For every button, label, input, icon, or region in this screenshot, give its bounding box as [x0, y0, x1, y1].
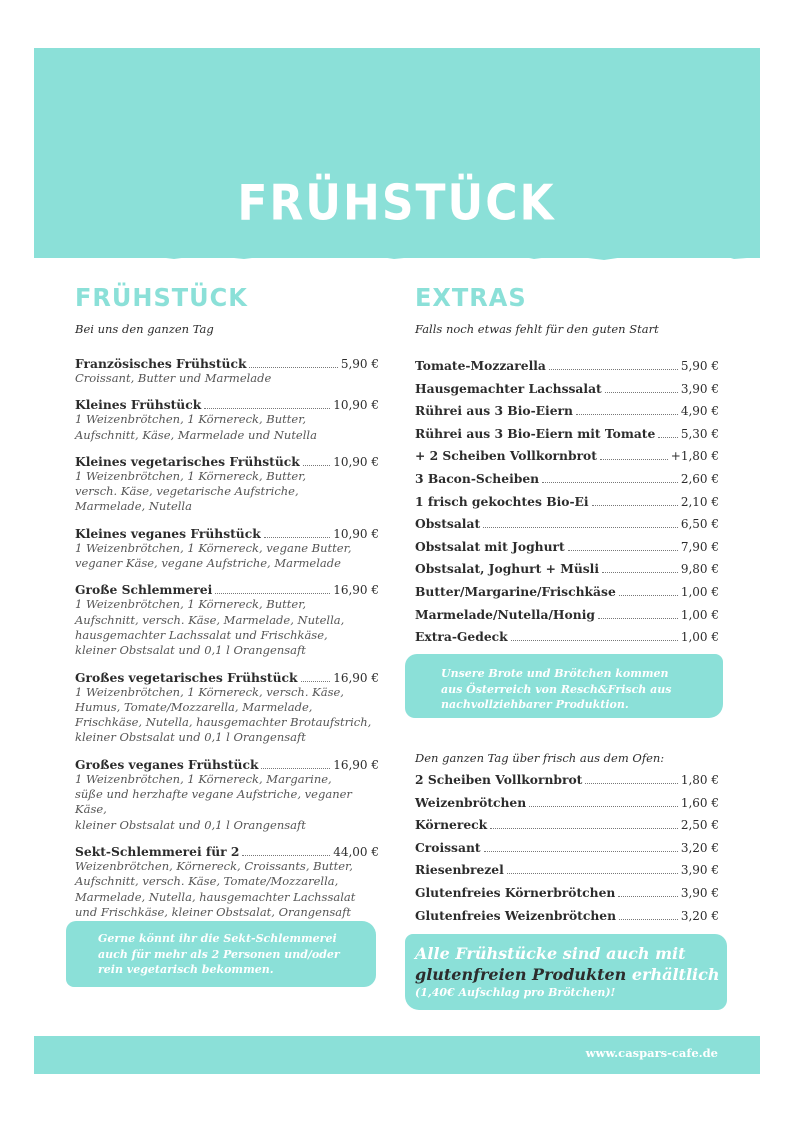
menu-item-line	[415, 358, 719, 381]
menu-item-line	[415, 817, 719, 840]
menu-item	[415, 381, 719, 404]
menu-item-line	[415, 381, 719, 404]
menu-item-price: 5,90 €	[340, 357, 379, 371]
menu-item	[415, 403, 719, 426]
menu-item-name: Obstsalat, Joghurt + Müsli	[415, 561, 600, 577]
extras-column	[415, 282, 719, 652]
menu-item-name: Sekt-Schlemmerei für 2	[75, 843, 240, 859]
breakfast-heading: FRÜHSTÜCK	[75, 283, 248, 313]
menu-item-line	[415, 561, 719, 584]
menu-item-line	[415, 908, 719, 931]
menu-item	[415, 358, 719, 381]
menu-item-price: 16,90 €	[333, 583, 379, 598]
menu-item-name: Weizenbrötchen	[415, 794, 527, 810]
menu-item-price: 3,90 €	[680, 885, 719, 900]
menu-item	[75, 454, 379, 515]
menu-item-name: Kleines Frühstück	[75, 397, 202, 413]
menu-item-name: Große Schlemmerei	[75, 582, 213, 598]
menu-item-price: 10,90 €	[333, 526, 379, 541]
leader-dots	[204, 398, 330, 409]
menu-item-line	[75, 526, 379, 541]
bread-note-text: Unsere Brote und Brötchen kommen aus Österreich von Resch&Frisch aus nachvollziehbarer Produktion.	[441, 667, 672, 711]
menu-item	[415, 516, 719, 539]
menu-item-name: Riesenbrezel	[415, 862, 504, 878]
menu-item-name: 1 frisch gekochtes Bio-Ei	[415, 493, 589, 509]
header-torn-edge	[34, 243, 760, 267]
menu-item-price: 1,00 €	[680, 584, 719, 599]
menu-item-line	[415, 607, 719, 630]
menu-item-name: Glutenfreies Weizenbrötchen	[415, 907, 617, 923]
menu-item-line	[415, 840, 719, 863]
menu-item-name: Rührei aus 3 Bio-Eiern	[415, 403, 573, 419]
menu-item-price: 1,60 €	[680, 795, 719, 810]
menu-item-price: 3,20 €	[680, 840, 719, 855]
menu-item	[75, 526, 379, 572]
website-link[interactable]: www.caspars-cafe.de	[585, 1046, 718, 1060]
menu-item-description: Weizenbrötchen, Körnereck, Croissants, Butter, Aufschnitt, versch. Käse, Tomate/Mozzarella, Marmelade, Nutella, hausgemachter Lachssalat und Frischkäse, kleiner Obstsalat, Orangensaft	[75, 858, 356, 919]
leader-dots	[618, 886, 677, 897]
leader-dots	[602, 562, 678, 573]
menu-item-name: Französisches Frühstück	[75, 356, 247, 371]
menu-item-description: 1 Weizenbrötchen, 1 Körnereck, Butter, versch. Käse, vegetarische Aufstriche, Marmelade, Nutella	[75, 468, 307, 514]
menu-item-line	[415, 448, 719, 471]
menu-item-name: + 2 Scheiben Vollkornbrot	[415, 448, 597, 464]
menu-item-price: 5,30 €	[680, 426, 719, 441]
menu-item	[415, 862, 719, 885]
menu-item-line	[415, 403, 719, 426]
menu-item-name: Marmelade/Nutella/Honig	[415, 606, 595, 622]
menu-item	[75, 582, 379, 658]
menu-item-name: Kleines vegetarisches Frühstück	[75, 453, 300, 469]
menu-item-line	[415, 629, 719, 652]
menu-item-price: 2,60 €	[680, 471, 719, 486]
oven-section	[415, 751, 719, 930]
bread-note	[405, 654, 723, 718]
menu-item-description: 1 Weizenbrötchen, 1 Körnereck, versch. Käse, Humus, Tomate/Mozzarella, Marmelade, Frischkäse, Nutella, hausgemachter Brotaufstrich, kleiner Obstsalat und 0,1 l Orangensaft	[75, 684, 372, 745]
breakfast-column	[75, 282, 379, 935]
gluten-line2	[415, 964, 727, 986]
menu-item	[415, 494, 719, 517]
leader-dots	[484, 840, 678, 851]
menu-item-line	[75, 844, 379, 859]
menu-item-line	[75, 582, 379, 597]
menu-item-price: 1,00 €	[680, 607, 719, 622]
leader-dots	[483, 517, 678, 528]
menu-item	[415, 629, 719, 652]
menu-item	[415, 817, 719, 840]
menu-item	[415, 840, 719, 863]
menu-item-price: 16,90 €	[333, 757, 379, 772]
leader-dots	[511, 630, 678, 641]
sekt-note-text: Gerne könnt ihr die Sekt-Schlemmerei auch für mehr als 2 Personen und/oder rein vegetarisch bekommen.	[98, 932, 340, 976]
menu-item-price: 4,90 €	[680, 404, 719, 419]
menu-item-name: Obstsalat	[415, 516, 481, 532]
breakfast-subtitle: Bei uns den ganzen Tag	[75, 322, 214, 336]
menu-item-price: 2,10 €	[680, 494, 719, 509]
menu-item-line	[415, 862, 719, 885]
extras-subtitle: Falls noch etwas fehlt für den guten Start	[415, 322, 659, 336]
menu-item-name: Croissant	[415, 839, 481, 855]
menu-item-line	[75, 670, 379, 685]
menu-item-line	[415, 494, 719, 517]
leader-dots	[619, 908, 678, 919]
menu-item-price: 2,50 €	[680, 818, 719, 833]
menu-item-price: 10,90 €	[333, 398, 379, 413]
menu-item-name: Kleines veganes Frühstück	[75, 525, 261, 541]
menu-item	[415, 448, 719, 471]
leader-dots	[619, 584, 678, 595]
leader-dots	[242, 844, 330, 855]
menu-item-price: 3,20 €	[680, 908, 719, 923]
gluten-line3: (1,40€ Aufschlag pro Brötchen)!	[415, 986, 616, 999]
menu-item-description: 1 Weizenbrötchen, 1 Körnereck, Butter, Aufschnitt, Käse, Marmelade und Nutella	[75, 412, 317, 442]
menu-item-name: Extra-Gedeck	[415, 629, 508, 645]
leader-dots	[592, 494, 678, 505]
menu-item-price: 1,00 €	[680, 630, 719, 645]
leader-dots	[215, 583, 330, 594]
menu-item	[75, 670, 379, 746]
sekt-note	[66, 921, 376, 987]
menu-item-line	[415, 885, 719, 908]
menu-item	[75, 356, 379, 386]
menu-item-line	[75, 397, 379, 412]
gluten-line1: Alle Frühstücke sind auch mit	[415, 944, 686, 963]
leader-dots	[585, 773, 677, 784]
leader-dots	[264, 526, 330, 537]
menu-item-price: 5,90 €	[680, 359, 719, 373]
menu-item-price: 3,90 €	[680, 381, 719, 396]
menu-item-price: 44,00 €	[333, 844, 379, 859]
menu-item-price: +1,80 €	[670, 449, 719, 464]
leader-dots	[249, 357, 337, 368]
menu-item-name: Glutenfreies Körnerbrötchen	[415, 884, 616, 900]
menu-item-name: Rührei aus 3 Bio-Eiern mit Tomate	[415, 425, 656, 441]
leader-dots	[529, 795, 678, 806]
extras-heading: EXTRAS	[415, 283, 527, 313]
menu-item-price: 3,90 €	[680, 863, 719, 878]
menu-item-name: Hausgemachter Lachssalat	[415, 380, 602, 396]
gluten-note	[405, 934, 727, 1010]
leader-dots	[600, 449, 668, 460]
menu-item-name: Großes veganes Frühstück	[75, 756, 259, 772]
menu-item-price: 7,90 €	[680, 539, 719, 554]
oven-list	[415, 772, 719, 930]
menu-item	[415, 584, 719, 607]
footer-bar	[34, 1036, 760, 1074]
menu-item-name: Körnereck	[415, 817, 488, 833]
menu-item-line	[415, 539, 719, 562]
menu-item	[415, 426, 719, 449]
leader-dots	[490, 818, 678, 829]
menu-item-line	[415, 471, 719, 494]
oven-label: Den ganzen Tag über frisch aus dem Ofen:	[415, 751, 665, 765]
menu-item-name: Großes vegetarisches Frühstück	[75, 669, 298, 685]
menu-item-description: 1 Weizenbrötchen, 1 Körnereck, Margarine, süße und herzhafte vegane Aufstriche, veganer Käse, kleiner Obstsalat und 0,1 l Orangensaft	[75, 771, 352, 832]
menu-item	[415, 772, 719, 795]
extras-list	[415, 358, 719, 652]
menu-item-name: Butter/Margarine/Frischkäse	[415, 583, 616, 599]
menu-item-line	[415, 584, 719, 607]
menu-item	[415, 539, 719, 562]
menu-item-line	[415, 795, 719, 818]
menu-item-line	[415, 772, 719, 795]
menu-item	[415, 607, 719, 630]
menu-item	[415, 795, 719, 818]
menu-item-description: Croissant, Butter und Marmelade	[75, 371, 272, 385]
leader-dots	[542, 472, 678, 483]
gluten-line2-dark: glutenfreien Produkten	[415, 965, 627, 984]
menu-item-description: 1 Weizenbrötchen, 1 Körnereck, Butter, Aufschnitt, versch. Käse, Marmelade, Nutella, hausgemachter Lachssalat und Frischkäse, kleiner Obstsalat und 0,1 l Orangensaft	[75, 597, 345, 658]
menu-item-name: Obstsalat mit Joghurt	[415, 538, 565, 554]
gluten-line2-light: erhältlich	[626, 965, 720, 984]
page-title: FRÜHSTÜCK	[237, 174, 556, 233]
leader-dots	[598, 607, 678, 618]
menu-item-price: 6,50 €	[680, 517, 719, 532]
leader-dots	[658, 426, 678, 437]
menu-item-line	[75, 757, 379, 772]
leader-dots	[576, 404, 678, 415]
menu-item	[75, 397, 379, 443]
menu-item-line	[415, 516, 719, 539]
menu-item-line	[415, 426, 719, 449]
menu-item-description: 1 Weizenbrötchen, 1 Körnereck, vegane Butter, veganer Käse, vegane Aufstriche, Marmelade	[75, 540, 352, 571]
menu-item-name: Tomate-Mozzarella	[415, 358, 546, 373]
leader-dots	[303, 454, 330, 465]
menu-item-name: 2 Scheiben Vollkornbrot	[415, 772, 583, 787]
menu-item	[415, 561, 719, 584]
menu-item	[75, 757, 379, 833]
leader-dots	[507, 863, 678, 874]
leader-dots	[568, 539, 678, 550]
menu-item-name: 3 Bacon-Scheiben	[415, 470, 540, 486]
menu-item	[415, 908, 719, 931]
leader-dots	[549, 359, 678, 370]
breakfast-list	[75, 356, 379, 935]
leader-dots	[261, 757, 330, 768]
menu-item	[415, 471, 719, 494]
menu-item-price: 9,80 €	[680, 562, 719, 577]
leader-dots	[605, 381, 678, 392]
menu-item-price: 1,80 €	[680, 773, 719, 787]
leader-dots	[301, 670, 331, 681]
menu-item-price: 16,90 €	[333, 670, 379, 685]
menu-item-line	[75, 356, 379, 371]
menu-item	[415, 885, 719, 908]
menu-item-line	[75, 454, 379, 469]
menu-item-price: 10,90 €	[333, 454, 379, 469]
